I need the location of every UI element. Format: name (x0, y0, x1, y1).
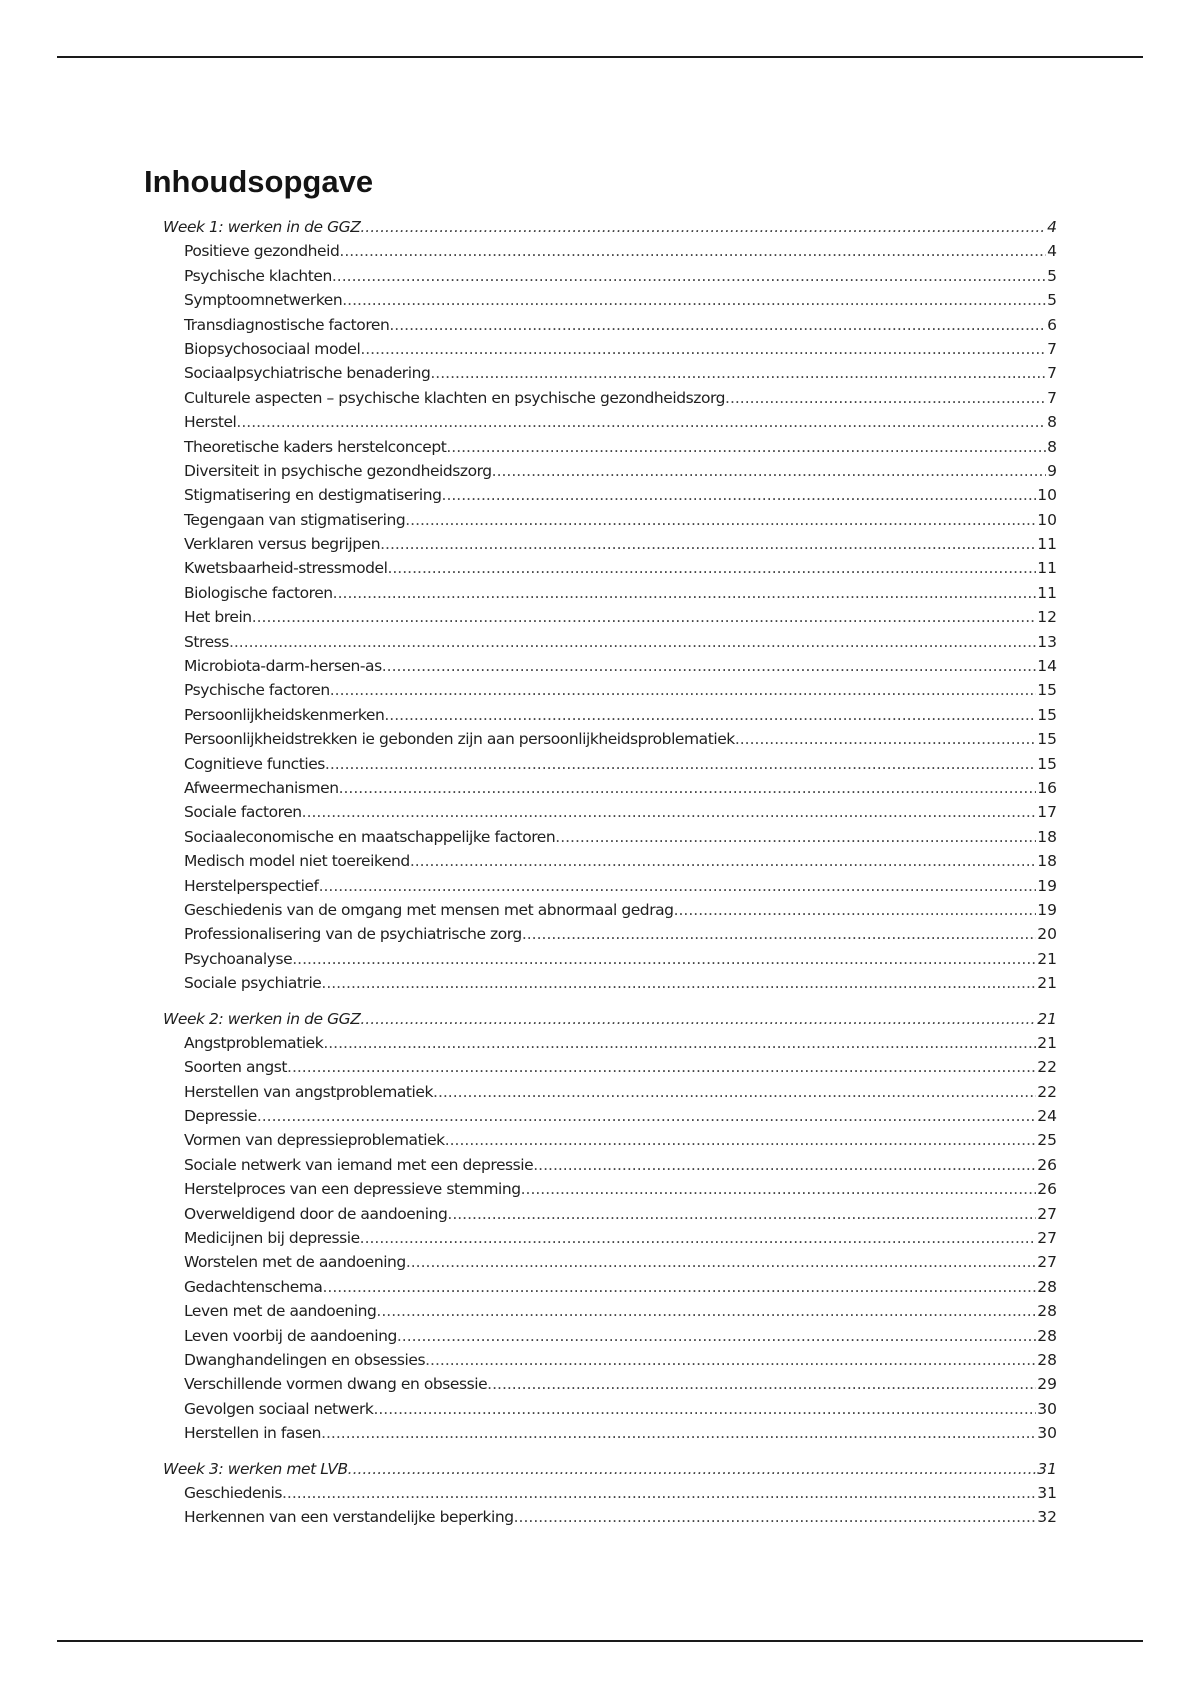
toc-entry-label: Week 2: werken in de GGZ (163, 1009, 361, 1028)
toc-entry[interactable] (163, 1505, 1057, 1529)
toc-entry[interactable] (163, 898, 1057, 922)
toc-entry[interactable] (163, 1275, 1057, 1299)
dot-leader (322, 1275, 1036, 1299)
toc-entry[interactable] (163, 1299, 1057, 1323)
toc-entry-label: Herstelperspectief (184, 876, 319, 895)
toc-entry[interactable] (163, 630, 1057, 654)
toc-entry-label: Herstellen van angstproblematiek (184, 1082, 434, 1101)
dot-leader (323, 1031, 1036, 1055)
dot-leader (229, 630, 1036, 654)
toc-entry[interactable] (163, 337, 1057, 361)
dot-leader (373, 1397, 1036, 1421)
toc-page-number: 8 (1047, 413, 1057, 432)
toc-entry-label: Gedachtenschema (184, 1277, 323, 1296)
toc-entry-label: Microbiota-darm-hersen-as (184, 657, 382, 676)
toc-entry-label: Stigmatisering en destigmatisering (184, 486, 442, 505)
dot-leader (332, 264, 1046, 288)
toc-page-number: 5 (1047, 266, 1057, 285)
dot-leader (321, 1421, 1036, 1445)
dot-leader (382, 654, 1037, 678)
toc-entry[interactable] (163, 776, 1057, 800)
toc-entry-label: Sociale factoren (184, 803, 302, 822)
toc-entry-label: Herstel (184, 413, 237, 432)
toc-entry[interactable] (163, 1348, 1057, 1372)
toc-page-number: 24 (1037, 1107, 1057, 1126)
toc-entry-label: Leven voorbij de aandoening (184, 1326, 397, 1345)
toc-entry[interactable] (163, 1421, 1057, 1445)
toc-entry-label: Verklaren versus begrijpen (184, 535, 381, 554)
toc-entry[interactable] (163, 1177, 1057, 1201)
dot-leader (430, 361, 1046, 385)
toc-page-number: 14 (1037, 657, 1057, 676)
toc-page-number: 27 (1037, 1253, 1057, 1272)
toc-page-number: 7 (1047, 388, 1057, 407)
dot-leader (433, 1080, 1036, 1104)
toc-entry[interactable] (163, 483, 1057, 507)
header-rule (57, 56, 1143, 58)
toc-entry[interactable] (163, 1055, 1057, 1079)
toc-entry-label: Angstproblematiek (184, 1033, 324, 1052)
toc-entry[interactable] (163, 654, 1057, 678)
toc-entry[interactable] (163, 264, 1057, 288)
toc-entry-label: Vormen van depressieproblematiek (184, 1131, 445, 1150)
dot-leader (492, 459, 1046, 483)
toc-entry[interactable] (163, 532, 1057, 556)
toc-week-heading[interactable] (163, 215, 1057, 239)
dot-leader (252, 605, 1037, 629)
toc-entry[interactable] (163, 288, 1057, 312)
dot-leader (387, 556, 1036, 580)
toc-entry[interactable] (163, 922, 1057, 946)
dot-leader (674, 898, 1037, 922)
toc-entry[interactable] (163, 874, 1057, 898)
toc-page-number: 15 (1037, 754, 1057, 773)
toc-entry-label: Herkennen van een verstandelijke beperking (184, 1508, 514, 1527)
toc-entry[interactable] (163, 435, 1057, 459)
toc-entry[interactable] (163, 556, 1057, 580)
toc-entry-label: Leven met de aandoening (184, 1302, 377, 1321)
toc-entry[interactable] (163, 947, 1057, 971)
toc-entry-label: Diversiteit in psychische gezondheidszorg (184, 461, 492, 480)
dot-leader (348, 1457, 1037, 1481)
toc-page-number: 7 (1047, 364, 1057, 383)
toc-entry-label: Psychische klachten (184, 266, 332, 285)
toc-entry[interactable] (163, 971, 1057, 995)
dot-leader (302, 800, 1037, 824)
toc-entry-label: Tegengaan van stigmatisering (184, 510, 406, 529)
toc-entry[interactable] (163, 605, 1057, 629)
toc-page-number: 11 (1037, 583, 1057, 602)
toc-entry-label: Persoonlijkheidstrekken ie gebonden zijn aan persoonlijkheidsproblematiek (184, 730, 735, 749)
toc-entry-label: Herstellen in fasen (184, 1424, 322, 1443)
dot-leader (287, 1055, 1036, 1079)
toc-page-number: 10 (1037, 486, 1057, 505)
dot-leader (514, 1505, 1037, 1529)
dot-leader (342, 288, 1046, 312)
toc-page-number: 16 (1037, 778, 1057, 797)
toc-page-number: 15 (1037, 705, 1057, 724)
toc-page-number: 12 (1037, 608, 1057, 627)
dot-leader (360, 215, 1046, 239)
toc-entry-label: Worstelen met de aandoening (184, 1253, 406, 1272)
toc-page-number: 27 (1037, 1229, 1057, 1248)
dot-leader (380, 532, 1036, 556)
toc-entry-label: Biologische factoren (184, 583, 333, 602)
toc-page-number: 13 (1037, 632, 1057, 651)
toc-page-number: 27 (1037, 1204, 1057, 1223)
toc-page-number: 30 (1037, 1424, 1057, 1443)
toc-entry-label: Psychoanalyse (184, 949, 293, 968)
toc-page-number: 19 (1037, 876, 1057, 895)
toc-page-number: 7 (1047, 339, 1057, 358)
toc-entry-label: Dwanghandelingen en obsessies (184, 1350, 426, 1369)
dot-leader (330, 678, 1037, 702)
toc-page-number: 30 (1037, 1399, 1057, 1418)
dot-leader (555, 825, 1036, 849)
dot-leader (447, 1202, 1036, 1226)
toc-section (163, 1457, 1057, 1530)
dot-leader (521, 1177, 1037, 1201)
dot-leader (360, 1007, 1036, 1031)
toc-section (163, 1007, 1057, 1446)
dot-leader (339, 776, 1037, 800)
dot-leader (522, 922, 1036, 946)
dot-leader (425, 1348, 1036, 1372)
toc-page-number: 22 (1037, 1058, 1057, 1077)
dot-leader (389, 313, 1046, 337)
toc-entry[interactable] (163, 1372, 1057, 1396)
toc-entry[interactable] (163, 1481, 1057, 1505)
dot-leader (325, 752, 1036, 776)
toc-entry-label: Persoonlijkheidskenmerken (184, 705, 385, 724)
dot-leader (292, 947, 1036, 971)
toc-entry[interactable] (163, 386, 1057, 410)
footer-rule (57, 1640, 1143, 1642)
toc-entry[interactable] (163, 678, 1057, 702)
dot-leader (410, 849, 1036, 873)
toc-page-number: 26 (1037, 1180, 1057, 1199)
dot-leader (319, 874, 1037, 898)
toc-page-number: 22 (1037, 1082, 1057, 1101)
toc-entry[interactable] (163, 459, 1057, 483)
toc-entry-label: Soorten angst (184, 1058, 288, 1077)
toc-entry-label: Medisch model niet toereikend (184, 852, 410, 871)
dot-leader (321, 971, 1036, 995)
toc-entry-label: Medicijnen bij depressie (184, 1229, 360, 1248)
dot-leader (397, 1324, 1036, 1348)
toc-page-number: 31 (1037, 1483, 1057, 1502)
toc-entry-label: Gevolgen sociaal netwerk (184, 1399, 374, 1418)
toc-entry-label: Sociale netwerk van iemand met een depressie (184, 1155, 534, 1174)
toc-entry[interactable] (163, 1202, 1057, 1226)
dot-leader (360, 337, 1046, 361)
toc-page-number: 15 (1037, 681, 1057, 700)
dot-leader (257, 1104, 1036, 1128)
toc-entry-label: Week 3: werken met LVB (163, 1459, 348, 1478)
toc-entry-label: Herstelproces van een depressieve stemming (184, 1180, 521, 1199)
toc-page-number: 18 (1037, 852, 1057, 871)
toc-entry[interactable] (163, 1250, 1057, 1274)
toc-entry[interactable] (163, 727, 1057, 751)
dot-leader (360, 1226, 1037, 1250)
toc-page-number: 17 (1037, 803, 1057, 822)
toc-entry[interactable] (163, 581, 1057, 605)
dot-leader (446, 435, 1046, 459)
toc-page-number: 21 (1037, 949, 1057, 968)
dot-leader (735, 727, 1036, 751)
toc-entry-label: Sociale psychiatrie (184, 974, 322, 993)
toc-entry-label: Overweldigend door de aandoening (184, 1204, 448, 1223)
toc-entry-label: Positieve gezondheid (184, 242, 340, 261)
toc-entry-label: Verschillende vormen dwang en obsessie (184, 1375, 488, 1394)
toc-entry-label: Professionalisering van de psychiatrische zorg (184, 925, 522, 944)
toc-entry-label: Kwetsbaarheid-stressmodel (184, 559, 388, 578)
page-title: Inhoudsopgave (144, 164, 374, 199)
toc-entry-label: Psychische factoren (184, 681, 330, 700)
toc-entry[interactable] (163, 1226, 1057, 1250)
toc-entry-label: Symptoomnetwerken (184, 291, 343, 310)
dot-leader (333, 581, 1037, 605)
table-of-contents (163, 215, 1057, 1541)
dot-leader (405, 508, 1036, 532)
toc-entry[interactable] (163, 1153, 1057, 1177)
toc-section (163, 215, 1057, 996)
toc-entry[interactable] (163, 1031, 1057, 1055)
toc-page-number: 15 (1037, 730, 1057, 749)
toc-page-number: 21 (1037, 1033, 1057, 1052)
toc-page-number: 18 (1037, 827, 1057, 846)
toc-entry-label: Sociaalpsychiatrische benadering (184, 364, 431, 383)
toc-entry-label: Culturele aspecten – psychische klachten en psychische gezondheidszorg (184, 388, 726, 407)
toc-page-number: 28 (1037, 1302, 1057, 1321)
toc-page-number: 21 (1037, 974, 1057, 993)
toc-entry-label: Depressie (184, 1107, 257, 1126)
dot-leader (376, 1299, 1036, 1323)
toc-entry[interactable] (163, 1324, 1057, 1348)
dot-leader (445, 1128, 1037, 1152)
toc-entry[interactable] (163, 361, 1057, 385)
toc-entry[interactable] (163, 1104, 1057, 1128)
toc-page-number: 20 (1037, 925, 1057, 944)
dot-leader (533, 1153, 1036, 1177)
toc-page-number: 11 (1037, 535, 1057, 554)
toc-entry[interactable] (163, 1397, 1057, 1421)
toc-page-number: 9 (1047, 461, 1057, 480)
toc-entry-label: Geschiedenis van de omgang met mensen met abnormaal gedrag (184, 900, 674, 919)
toc-page-number: 19 (1037, 900, 1057, 919)
toc-page-number: 25 (1037, 1131, 1057, 1150)
dot-leader (384, 703, 1036, 727)
toc-page-number: 5 (1047, 291, 1057, 310)
dot-leader (282, 1481, 1036, 1505)
toc-page-number: 32 (1037, 1508, 1057, 1527)
toc-entry-label: Theoretische kaders herstelconcept (184, 437, 447, 456)
toc-page-number: 4 (1047, 242, 1057, 261)
toc-page-number: 8 (1047, 437, 1057, 456)
toc-page-number: 26 (1037, 1155, 1057, 1174)
toc-page-number: 21 (1037, 1009, 1057, 1028)
toc-entry-label: Transdiagnostische factoren (184, 315, 390, 334)
toc-entry[interactable] (163, 410, 1057, 434)
dot-leader (487, 1372, 1036, 1396)
toc-entry-label: Cognitieve functies (184, 754, 325, 773)
toc-entry-label: Week 1: werken in de GGZ (163, 218, 361, 236)
toc-entry-label: Stress (184, 632, 229, 651)
dot-leader (406, 1250, 1036, 1274)
toc-entry[interactable] (163, 313, 1057, 337)
toc-page-number: 29 (1037, 1375, 1057, 1394)
toc-entry[interactable] (163, 752, 1057, 776)
toc-page-number: 31 (1037, 1459, 1057, 1478)
toc-entry[interactable] (163, 508, 1057, 532)
toc-entry-label: Sociaaleconomische en maatschappelijke factoren (184, 827, 556, 846)
toc-week-heading[interactable] (163, 1457, 1057, 1481)
toc-entry-label: Geschiedenis (184, 1483, 282, 1502)
toc-week-heading[interactable] (163, 1007, 1057, 1031)
dot-leader (442, 483, 1037, 507)
toc-entry[interactable] (163, 239, 1057, 263)
toc-page-number: 28 (1037, 1350, 1057, 1369)
toc-page-number: 28 (1037, 1277, 1057, 1296)
toc-page-number: 6 (1047, 315, 1057, 334)
toc-page-number: 11 (1037, 559, 1057, 578)
toc-entry[interactable] (163, 1080, 1057, 1104)
toc-entry[interactable] (163, 703, 1057, 727)
toc-page-number: 28 (1037, 1326, 1057, 1345)
toc-entry-label: Biopsychosociaal model (184, 339, 361, 358)
dot-leader (339, 239, 1046, 263)
dot-leader (236, 410, 1046, 434)
toc-entry-label: Afweermechanismen (184, 778, 339, 797)
toc-entry[interactable] (163, 849, 1057, 873)
toc-entry[interactable] (163, 825, 1057, 849)
toc-page-number: 10 (1037, 510, 1057, 529)
toc-page-number: 4 (1047, 218, 1057, 236)
toc-entry[interactable] (163, 1128, 1057, 1152)
dot-leader (725, 386, 1046, 410)
toc-entry[interactable] (163, 800, 1057, 824)
toc-entry-label: Het brein (184, 608, 252, 627)
